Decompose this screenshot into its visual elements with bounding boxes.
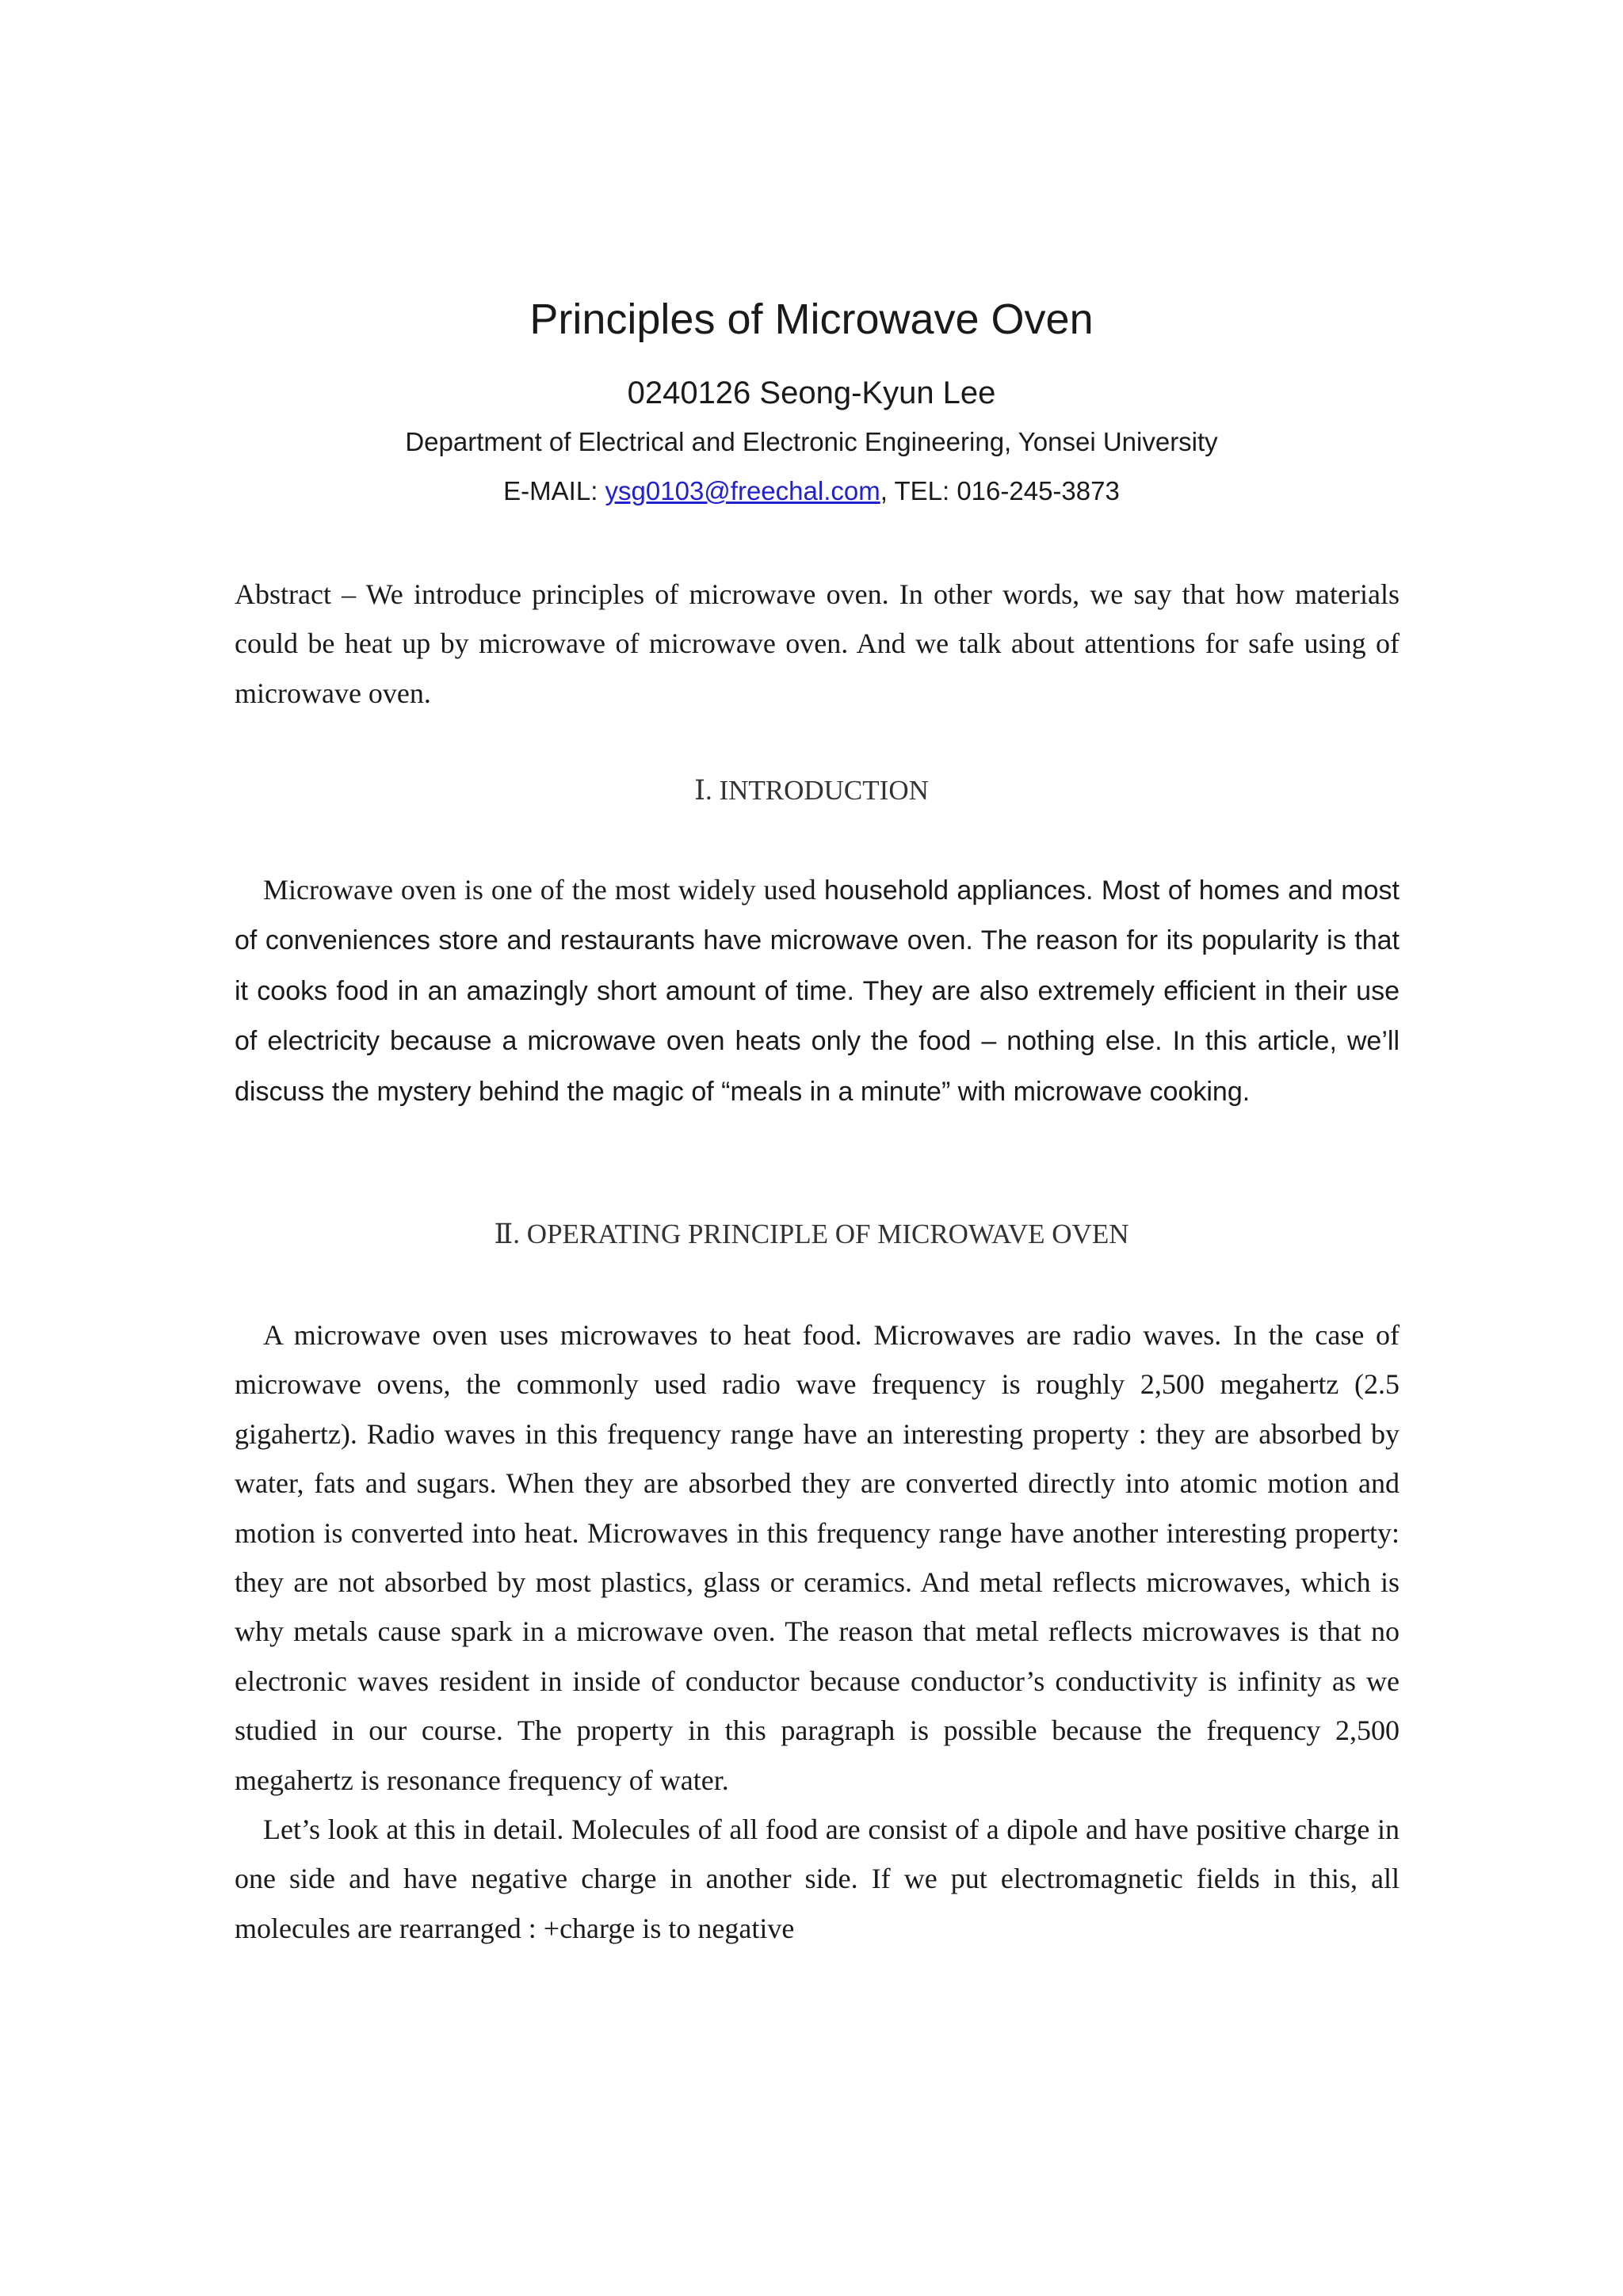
telephone-text: , TEL: 016-245-3873 <box>880 476 1120 505</box>
paper-title: Principles of Microwave Oven <box>529 296 1094 343</box>
section-heading-operating-principle: Ⅱ. OPERATING PRINCIPLE OF MICROWAVE OVEN <box>494 1219 1129 1249</box>
abstract-text: Abstract – We introduce principles of microwave oven. In other words, we say that how materials could be heat up by microwave of microwave oven. And we talk about attentions for safe using of microwave oven. <box>235 578 1400 709</box>
affiliation-line: Department of Electrical and Electronic Engineering, Yonsei University <box>405 427 1218 456</box>
introduction-text: household appliances. Most of homes and most of conveniences store and restaurants have microwave oven. The reason for its popularity is that it cooks food in an amazingly short amount of time. They are also extremely efficient in their use of electricity because a microwave oven heats only the food – nothing else. In this article, we’ll discuss the mystery behind the magic of “meals in a minute” with microwave cooking. <box>235 875 1400 1107</box>
operating-paragraph-1: A microwave oven uses microwaves to heat food. Microwaves are radio waves. In the case of microwave ovens, the commonly used radio wave frequency is roughly 2,500 megahertz (2.5 gigahertz). Radio waves in this frequency range have an interesting property : they are absorbed by water, fats and sugars. When they are absorbed they are converted directly into atomic motion and motion is converted into heat. Microwaves in this frequency range have another interesting property: they are not absorbed by most plastics, glass or ceramics. And metal reflects microwaves, which is why metals cause spark in a microwave oven. The reason that metal reflects microwaves is that no electronic waves resident in inside of conductor because conductor’s conductivity is infinity as we studied in our course. The property in this paragraph is possible because the frequency 2,500 megahertz is resonance frequency of water. <box>235 1319 1400 1796</box>
operating-paragraph-2: Let’s look at this in detail. Molecules of all food are consist of a dipole and have positive charge in one side and have negative charge in another side. If we put electromagnetic fields in this, all molecules are rearranged : +charge is to negative <box>235 1814 1400 1944</box>
section-heading-introduction: Ⅰ. INTRODUCTION <box>694 775 929 806</box>
introduction-paragraph <box>235 865 1400 1116</box>
contact-line <box>0 474 1623 509</box>
email-link[interactable]: ysg0103@freechal.com <box>605 476 880 505</box>
email-label: E-MAIL: <box>503 476 605 505</box>
introduction-body <box>235 865 1400 1116</box>
introduction-lead-text: Microwave oven is one of the most widely used <box>263 874 816 906</box>
author-line: 0240126 Seong-Kyun Lee <box>627 376 996 410</box>
operating-principle-body <box>235 1310 1400 1953</box>
abstract <box>235 570 1400 718</box>
